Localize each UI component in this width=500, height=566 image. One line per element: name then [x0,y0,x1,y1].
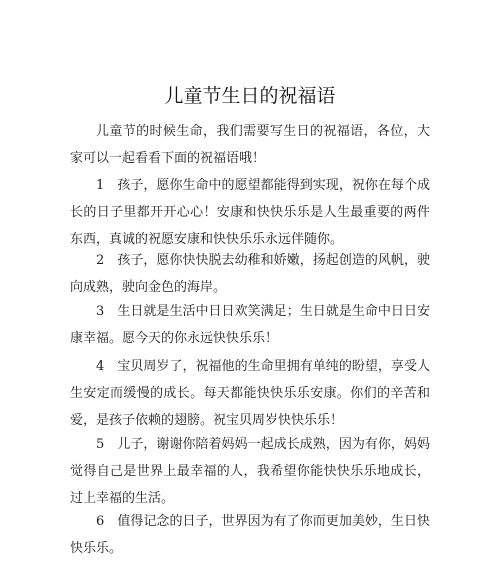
document-title: 儿童节生日的祝福语 [164,85,336,107]
blessing-paragraph-2: 2 孩子，愿你快快脱去幼稚和娇嫩，扬起创造的风帆，驶向成熟，驶向金色的海岸。 [70,253,430,295]
intro-paragraph: 儿童节的时候生命，我们需要写生日的祝福语，各位，大家可以一起看看下面的祝福语哦！ [70,124,430,166]
blessing-paragraph-3: 3 生日就是生活中日日欢笑满足；生日就是生命中日日安康幸福。愿今天的你永远快快乐乐！ [70,304,430,346]
blessing-paragraph-1: 1 孩子，愿你生命中的愿望都能得到实现，祝你在每个成长的日子里都开开心心！安康和快快乐乐是人生最重要的两件东西，真诚的祝愿安康和快快乐乐永远伴随你。 [70,178,430,247]
blessing-paragraph-6: 6 值得记念的日子，世界因为有了你而更加美妙，生日快快乐乐。 [70,514,430,556]
blessing-paragraph-4: 4 宝贝周岁了，祝福他的生命里拥有单纯的盼望，享受人生安定而缓慢的成长。每天都能快快乐乐安康。你们的辛苦和爱，是孩子依赖的翅膀。祝宝贝周岁快快乐乐！ [70,359,430,428]
blessing-paragraph-5: 5 儿子，谢谢你陪着妈妈一起成长成熟，因为有你，妈妈觉得自己是世界上最幸福的人，我希望你能快快乐乐地成长，过上幸福的生活。 [70,437,430,506]
